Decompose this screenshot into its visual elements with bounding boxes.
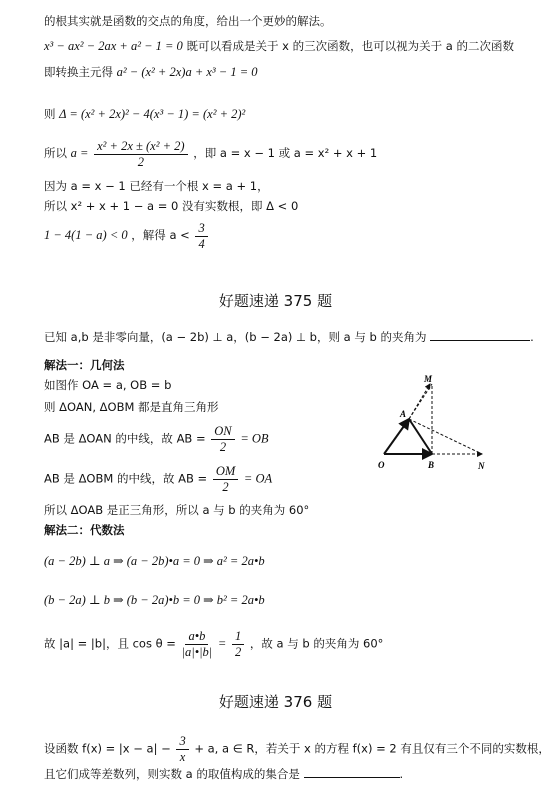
prev-line-6: 因为 a = x − 1 已经有一个根 x = a + 1， — [44, 179, 269, 193]
dashed-am-line — [409, 384, 432, 419]
prev-line-4: 则 Δ = (x² + 2x)² − 4(x³ − 1) = (x² + 2)² — [44, 107, 246, 121]
label-m: M — [424, 374, 433, 384]
cubic-equation: x³ − ax² − 2ax + a² − 1 = 0 — [44, 39, 183, 53]
solution-2-title: 解法二：代数法 — [44, 523, 125, 537]
problem-376-line-1: 设函数 f(x) = |x − a| − $\frac{3}{x}$ + a, a ∈ R，若关于 x 的方程 f(x) = 2 有且仅有三个不同的实数根， — [44, 734, 550, 764]
solution-1-line-3: AB 是 ΔOAN 的中线，故 AB = $\frac{ON}{2}$ = OB — [44, 424, 269, 454]
prev-line-7: 所以 x² + x + 1 − a = 0 没有实数根，即 Δ < 0 — [44, 199, 299, 213]
solution-2-line-1: (a − 2b) ⊥ a ⇒ (a − 2b)•a = 0 ⇒ a² = 2a•b — [44, 554, 265, 568]
solution-1-title: 解法一：几何法 — [44, 358, 125, 372]
label-b: B — [428, 460, 435, 470]
solution-2-line-3: 故 |a| = |b|，且 cos θ = $\frac{a•b}{|a|•|b|}$ = $\frac{1}{2}$ ，故 a 与 b 的夹角为 60° — [44, 629, 384, 659]
solution-2-line-2: (b − 2a) ⊥ b ⇒ (b − 2a)•b = 0 ⇒ b² = 2a•b — [44, 593, 265, 607]
answer-blank-376 — [304, 767, 400, 778]
label-o: O — [378, 460, 385, 470]
problem-376-heading: 好题速递 376 题 — [218, 693, 333, 711]
prev-line-8: 1 − 4(1 − a) < 0 ，解得 a < $\frac{3}{4}$ — [44, 222, 210, 250]
vector-oa — [384, 419, 409, 454]
prev-line-2: x³ − ax² − 2ax + a² − 1 = 0 既可以看成是关于 x 的三次函数，也可以视为关于 a 的二次函数 — [44, 39, 514, 53]
label-n: N — [478, 461, 485, 471]
geometry-figure — [372, 372, 497, 476]
label-a: A — [400, 409, 407, 419]
answer-blank — [430, 330, 530, 341]
solution-1-line-2: 则 ΔOAN, ΔOBM 都是直角三角形 — [44, 400, 219, 414]
solution-1-line-5: 所以 ΔOAB 是正三角形，所以 a 与 b 的夹角为 60° — [44, 503, 310, 517]
problem-376-line-2: 且它们成等差数列，则实数 a 的取值构成的集合是 . — [44, 767, 404, 781]
solution-1-line-4: AB 是 ΔOBM 的中线，故 AB = $\frac{OM}{2}$ = OA — [44, 464, 273, 494]
quadratic-formula-fraction: $\frac{\text{x² + 2x ± (x² + 2)}}{2}$ — [94, 140, 187, 168]
prev-line-5: 所以 a = $\frac{\text{x² + 2x ± (x² + 2)}}{2}$ ，即 a = x − 1 或 a = x² + x + 1 — [44, 139, 378, 169]
prev-line-1: 的根其实就是函数的交点的角度，给出一个更妙的解法。 — [44, 14, 332, 28]
problem-375-statement: 已知 a,b 是非零向量，(a − 2b) ⊥ a，(b − 2a) ⊥ b，则 a 与 b 的夹角为 . — [44, 330, 534, 344]
solution-1-line-1: 如图作 OA = a, OB = b — [44, 378, 172, 392]
problem-375-heading: 好题速递 375 题 — [218, 292, 333, 310]
prev-line-3: 即转换主元得 a² − (x² + 2x)a + x³ − 1 = 0 — [44, 65, 258, 79]
